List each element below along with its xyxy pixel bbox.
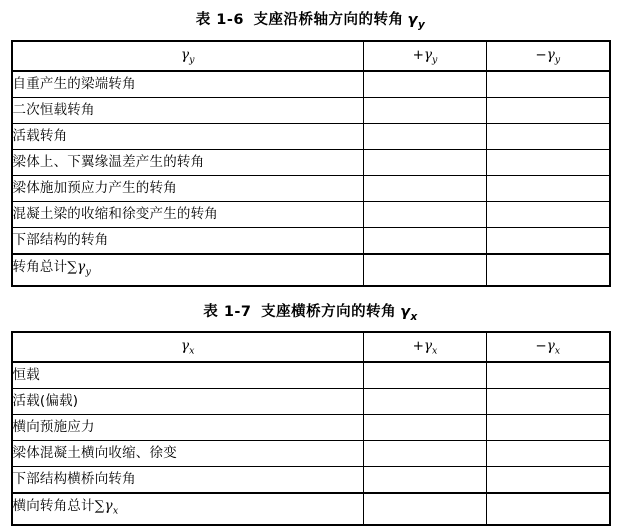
table-row	[12, 415, 610, 441]
row-value-minus[interactable]	[487, 97, 610, 123]
table-caption-1-7	[0, 287, 621, 332]
table-row	[12, 441, 610, 467]
row-label: 下部结构的转角	[12, 227, 364, 254]
header-cell-minus-gamma-y: $-\gamma_y$	[487, 41, 610, 71]
row-label: 活载转角	[12, 123, 364, 149]
caption-symbol-1-6: $\gamma_y$	[407, 12, 426, 31]
row-value-plus[interactable]	[364, 71, 487, 98]
row-label: 活载(偏载)	[12, 389, 364, 415]
row-value-plus[interactable]	[364, 362, 487, 389]
table-row	[12, 201, 610, 227]
table-row	[12, 389, 610, 415]
total-value-plus[interactable]	[364, 254, 487, 286]
row-value-minus[interactable]	[487, 71, 610, 98]
table-1-6	[11, 40, 611, 287]
caption-symbol-1-7: $\gamma_x$	[400, 303, 418, 323]
row-value-minus[interactable]	[487, 441, 610, 467]
row-value-plus[interactable]	[364, 97, 487, 123]
row-value-plus[interactable]	[364, 467, 487, 494]
total-label: 横向转角总计$\sum\gamma_x$	[12, 493, 364, 525]
row-label: 混凝土梁的收缩和徐变产生的转角	[12, 201, 364, 227]
row-value-minus[interactable]	[487, 389, 610, 415]
table-total-row	[12, 493, 610, 525]
row-label: 梁体混凝土横向收缩、徐变	[12, 441, 364, 467]
row-value-minus[interactable]	[487, 467, 610, 494]
row-value-plus[interactable]	[364, 227, 487, 254]
row-label: 下部结构横桥向转角	[12, 467, 364, 494]
table-1-7	[11, 331, 611, 526]
caption-title-1-6: 支座沿桥轴方向的转角	[253, 12, 404, 28]
row-value-plus[interactable]	[364, 415, 487, 441]
row-value-plus[interactable]	[364, 441, 487, 467]
row-value-plus[interactable]	[364, 149, 487, 175]
caption-number-1-7: 表 1-7	[203, 303, 252, 320]
table-header-row	[12, 332, 610, 362]
header-cell-plus-gamma-x: $+\gamma_x$	[364, 332, 487, 362]
table-block-1-7	[0, 287, 621, 526]
table-header-row	[12, 41, 610, 71]
row-value-plus[interactable]	[364, 175, 487, 201]
sigma-icon: ∑	[94, 498, 105, 515]
header-cell-minus-gamma-x: $-\gamma_x$	[487, 332, 610, 362]
row-value-minus[interactable]	[487, 362, 610, 389]
row-label: 自重产生的梁端转角	[12, 71, 364, 98]
table-row	[12, 175, 610, 201]
row-label: 梁体施加预应力产生的转角	[12, 175, 364, 201]
row-label: 梁体上、下翼缘温差产生的转角	[12, 149, 364, 175]
table-row	[12, 149, 610, 175]
row-value-minus[interactable]	[487, 201, 610, 227]
table-row	[12, 123, 610, 149]
total-value-minus[interactable]	[487, 493, 610, 525]
table-row	[12, 97, 610, 123]
header-cell-gamma-y: $\gamma_y$	[12, 41, 364, 71]
row-value-minus[interactable]	[487, 175, 610, 201]
total-value-plus[interactable]	[364, 493, 487, 525]
caption-title-1-7: 支座横桥方向的转角	[261, 303, 397, 320]
row-value-plus[interactable]	[364, 389, 487, 415]
row-label: 二次恒载转角	[12, 97, 364, 123]
caption-number-1-6: 表 1-6	[195, 12, 244, 28]
table-total-row	[12, 254, 610, 286]
header-cell-gamma-x: $\gamma_x$	[12, 332, 364, 362]
table-row	[12, 71, 610, 98]
row-label: 恒载	[12, 362, 364, 389]
row-value-minus[interactable]	[487, 149, 610, 175]
table-row	[12, 362, 610, 389]
row-value-minus[interactable]	[487, 123, 610, 149]
table-row	[12, 227, 610, 254]
table-caption-1-6	[0, 0, 621, 40]
table-row	[12, 467, 610, 494]
row-value-plus[interactable]	[364, 201, 487, 227]
total-label: 转角总计$\sum\gamma_y$	[12, 254, 364, 286]
row-value-minus[interactable]	[487, 415, 610, 441]
row-label: 横向预施应力	[12, 415, 364, 441]
row-value-plus[interactable]	[364, 123, 487, 149]
header-cell-plus-gamma-y: $+\gamma_y$	[364, 41, 487, 71]
total-value-minus[interactable]	[487, 254, 610, 286]
sigma-icon: ∑	[67, 258, 78, 275]
row-value-minus[interactable]	[487, 227, 610, 254]
